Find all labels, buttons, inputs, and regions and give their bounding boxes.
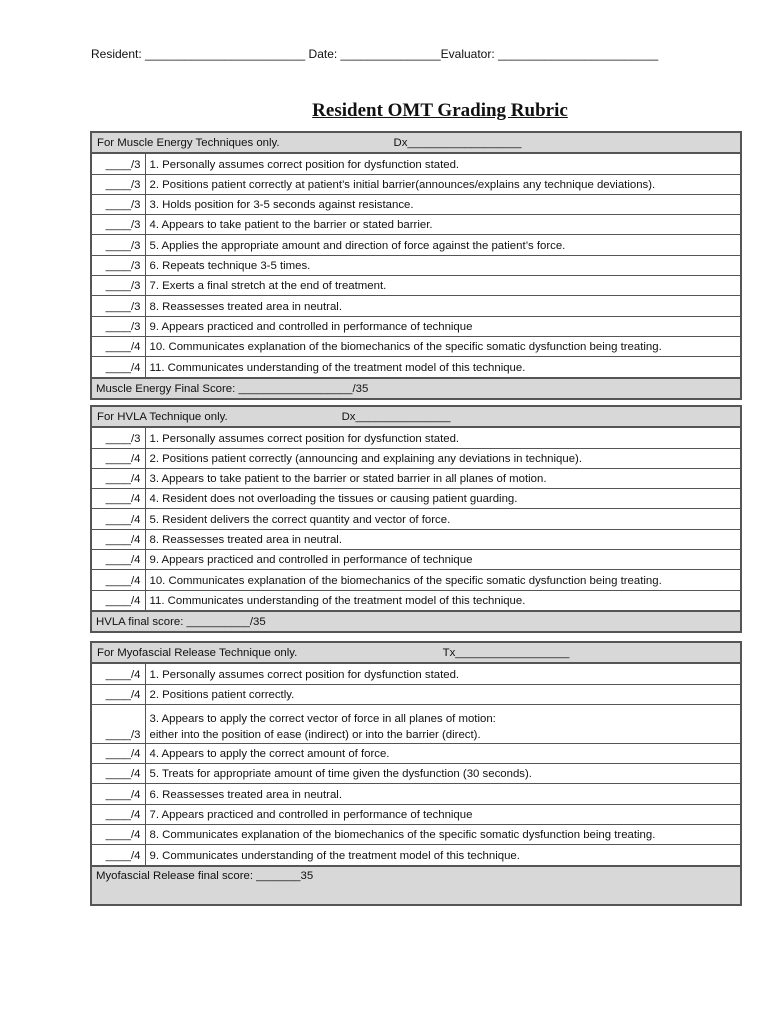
score-field[interactable]: ____/3 [91, 215, 145, 235]
rubric-row [91, 194, 741, 214]
criterion-text: 10. Communicates explanation of the biomechanics of the specific somatic dysfunction being treating. [145, 336, 741, 356]
score-field[interactable]: ____/3 [91, 427, 145, 448]
rubric-row [91, 448, 741, 468]
final-score-field[interactable]: Muscle Energy Final Score: __________________/35 [91, 378, 741, 399]
criterion-text: 11. Communicates understanding of the treatment model of this technique. [145, 590, 741, 611]
criterion-text [145, 704, 741, 743]
criterion-text: 7. Exerts a final stretch at the end of treatment. [145, 276, 741, 296]
rubric-row [91, 357, 741, 378]
section-heading: For Muscle Energy Techniques only. Dx__________________ [91, 132, 741, 153]
criterion-text: 1. Personally assumes correct position for dysfunction stated. [145, 153, 741, 174]
score-field[interactable]: ____/3 [91, 276, 145, 296]
rubric-row [91, 296, 741, 316]
section-heading: For Myofascial Release Technique only. Tx__________________ [91, 642, 741, 663]
criterion-text: 9. Communicates understanding of the treatment model of this technique. [145, 845, 741, 866]
score-field[interactable]: ____/4 [91, 570, 145, 590]
score-field[interactable]: ____/3 [91, 316, 145, 336]
criterion-text: 7. Appears practiced and controlled in performance of technique [145, 804, 741, 824]
criterion-text: 3. Holds position for 3-5 seconds against resistance. [145, 194, 741, 214]
criterion-text: 3. Appears to take patient to the barrier or stated barrier in all planes of motion. [145, 468, 741, 488]
page-title: Resident OMT Grading Rubric [312, 100, 568, 121]
rubric-row [91, 784, 741, 804]
score-field[interactable]: ____/3 [91, 194, 145, 214]
criterion-text: 1. Personally assumes correct position for dysfunction stated. [145, 663, 741, 684]
rubric-row [91, 804, 741, 824]
rubric-row [91, 316, 741, 336]
rubric-row [91, 509, 741, 529]
criterion-text: 5. Treats for appropriate amount of time given the dysfunction (30 seconds). [145, 764, 741, 784]
rubric-row [91, 550, 741, 570]
muscle-energy-section [90, 131, 742, 400]
score-field[interactable]: ____/4 [91, 529, 145, 549]
rubric-row [91, 427, 741, 448]
rubric-row [91, 153, 741, 174]
score-field[interactable]: ____/3 [91, 153, 145, 174]
score-field[interactable]: ____/4 [91, 489, 145, 509]
rubric-row [91, 215, 741, 235]
score-field[interactable]: ____/4 [91, 684, 145, 704]
score-field[interactable]: ____/3 [91, 174, 145, 194]
criterion-text: 5. Resident delivers the correct quantity and vector of force. [145, 509, 741, 529]
hvla-section [90, 405, 742, 633]
header-fields-line: Resident: ________________________ Date: _______________Evaluator: ________________________ [91, 47, 659, 61]
criterion-text: 8. Communicates explanation of the biomechanics of the specific somatic dysfunction being treating. [145, 825, 741, 845]
criterion-text: 2. Positions patient correctly at patient’s initial barrier(announces/explains any technique deviations). [145, 174, 741, 194]
score-field[interactable]: ____/4 [91, 590, 145, 611]
criterion-text: 8. Reassesses treated area in neutral. [145, 529, 741, 549]
score-field[interactable]: ____/3 [91, 704, 145, 743]
score-field[interactable]: ____/3 [91, 235, 145, 255]
criterion-text: 6. Reassesses treated area in neutral. [145, 784, 741, 804]
criterion-text: 9. Appears practiced and controlled in performance of technique [145, 316, 741, 336]
score-field[interactable]: ____/4 [91, 784, 145, 804]
criterion-text: 11. Communicates understanding of the treatment model of this technique. [145, 357, 741, 378]
score-field[interactable]: ____/3 [91, 255, 145, 275]
score-field[interactable]: ____/4 [91, 804, 145, 824]
final-score-field[interactable]: HVLA final score: __________/35 [91, 611, 741, 632]
rubric-row [91, 743, 741, 763]
criterion-text: 4. Resident does not overloading the tissues or causing patient guarding. [145, 489, 741, 509]
score-field[interactable]: ____/3 [91, 296, 145, 316]
score-field[interactable]: ____/4 [91, 336, 145, 356]
score-field[interactable]: ____/4 [91, 764, 145, 784]
criterion-text: 10. Communicates explanation of the biomechanics of the specific somatic dysfunction being treating. [145, 570, 741, 590]
criterion-line-1: 3. Appears to apply the correct vector of force in all planes of motion: [149, 712, 496, 725]
criterion-text: 8. Reassesses treated area in neutral. [145, 296, 741, 316]
rubric-row [91, 489, 741, 509]
rubric-row [91, 276, 741, 296]
score-field[interactable]: ____/4 [91, 509, 145, 529]
rubric-row [91, 663, 741, 684]
rubric-row [91, 825, 741, 845]
rubric-row [91, 590, 741, 611]
criterion-text: 4. Appears to take patient to the barrier or stated barrier. [145, 215, 741, 235]
rubric-row [91, 684, 741, 704]
score-field[interactable]: ____/4 [91, 468, 145, 488]
criterion-text: 5. Applies the appropriate amount and direction of force against the patient’s force. [145, 235, 741, 255]
rubric-row [91, 336, 741, 356]
criterion-text: 2. Positions patient correctly (announcing and explaining any deviations in technique). [145, 448, 741, 468]
criterion-text: 6. Repeats technique 3-5 times. [145, 255, 741, 275]
rubric-row [91, 468, 741, 488]
score-field[interactable]: ____/4 [91, 845, 145, 866]
score-field[interactable]: ____/4 [91, 825, 145, 845]
rubric-row [91, 529, 741, 549]
rubric-row [91, 845, 741, 866]
section-heading: For HVLA Technique only. Dx_______________ [91, 406, 741, 427]
score-field[interactable]: ____/4 [91, 357, 145, 378]
rubric-row [91, 255, 741, 275]
rubric-row [91, 704, 741, 743]
score-field[interactable]: ____/4 [91, 743, 145, 763]
criterion-text: 2. Positions patient correctly. [145, 684, 741, 704]
criterion-text: 9. Appears practiced and controlled in performance of technique [145, 550, 741, 570]
criterion-text: 1. Personally assumes correct position for dysfunction stated. [145, 427, 741, 448]
score-field[interactable]: ____/4 [91, 448, 145, 468]
criterion-line-2: either into the position of ease (indirect) or into the barrier (direct). [149, 728, 481, 741]
rubric-row [91, 764, 741, 784]
rubric-row [91, 570, 741, 590]
criterion-text: 4. Appears to apply the correct amount of force. [145, 743, 741, 763]
score-field[interactable]: ____/4 [91, 550, 145, 570]
myofascial-release-section [90, 641, 742, 906]
rubric-row [91, 235, 741, 255]
rubric-row [91, 174, 741, 194]
final-score-field[interactable]: Myofascial Release final score: _______35 [91, 866, 741, 905]
score-field[interactable]: ____/4 [91, 663, 145, 684]
